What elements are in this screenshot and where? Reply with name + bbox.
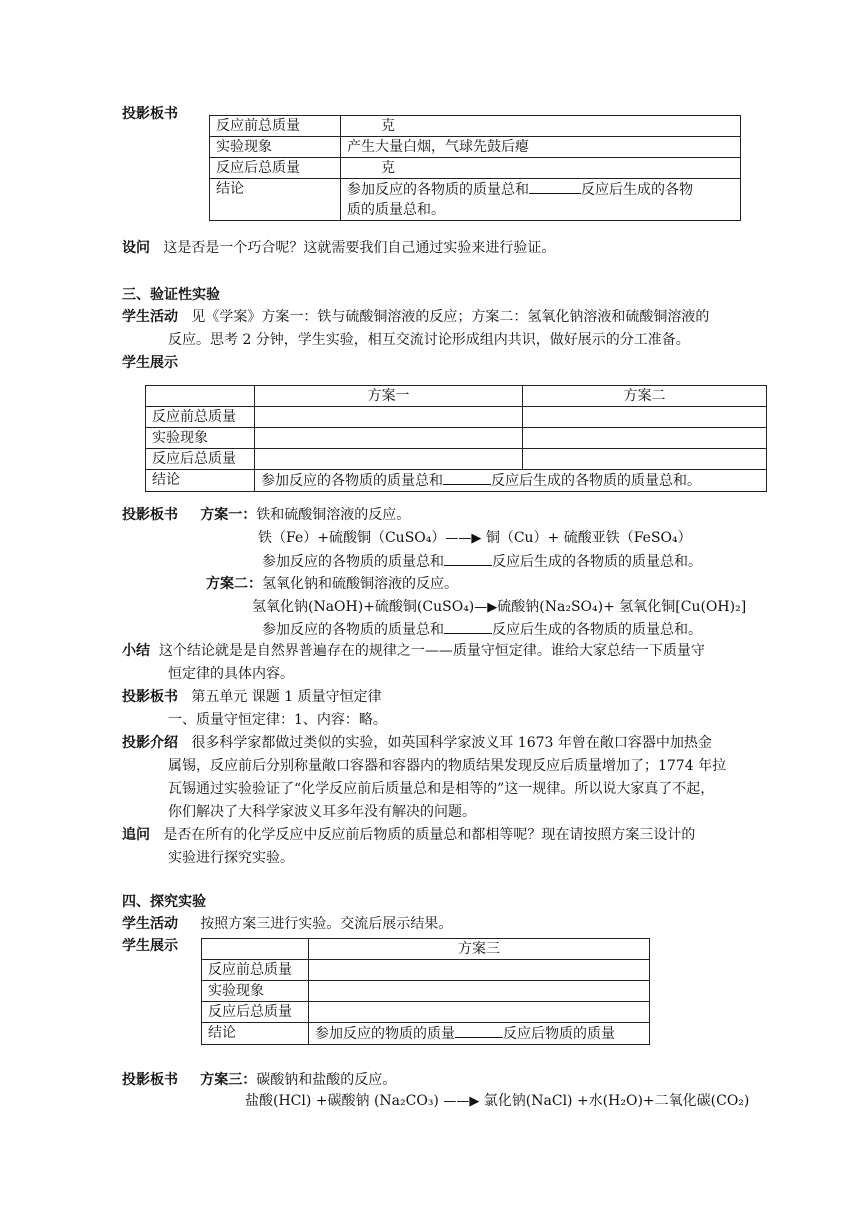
table-cell [202,939,309,960]
followup-paragraph [122,825,695,845]
arrow-icon: —▶ [474,600,498,615]
text: 氢氧化钠和硫酸铜溶液的反应。 [262,576,458,592]
arrow-icon: ——▶ [443,1094,480,1109]
summary-label: 小结 [122,643,150,659]
table-cell: 实验现象 [146,428,255,449]
show-table-1 [145,385,767,492]
table-cell [341,179,741,221]
table-cell [523,407,767,428]
text: 瓦锡通过实验验证了“化学反应前后质量总和是相等的”这一规律。所以说大家真了不起， [168,781,715,797]
table-cell: 产生大量白烟，气球先鼓后瘪 [341,137,741,158]
table-cell [309,1023,650,1045]
text: 属锡，反应前后分别称量敞口容器和容器内的物质结果发现反应后质量增加了；1774 年拉 [168,758,727,774]
table-cell: 结论 [146,470,255,492]
table-cell: 反应后总质量 [210,158,341,179]
board-label: 投影板书 [122,507,178,523]
text: 你们解决了大科学家波义耳多年没有解决的问题。 [168,804,476,820]
text: 一、质量守恒定律：1、内容：略。 [168,712,387,728]
ask-label: 设问 [122,240,150,256]
summary-table-1 [209,115,741,221]
table-cell: 反应后总质量 [202,1002,309,1023]
table-header: 方案二 [523,386,767,407]
text: 参加反应的各物质的质量总和 [261,473,443,489]
ask-paragraph [122,238,555,258]
plan-paragraph [206,574,458,594]
text: 氯化钠(NaCl) +水(H₂O)+二氧化碳(CO₂) [483,1093,750,1109]
board-paragraph [122,687,382,707]
fill-blank [443,470,491,485]
text: 硫酸钠(Na₂SO₄)+ 氢氧化铜[Cu(OH)₂] [497,599,747,615]
section-title: 四、探究实验 [122,894,206,910]
table-cell: 结论 [210,179,341,221]
equation-2 [252,597,746,618]
text: 铁和硫酸铜溶液的反应。 [256,507,411,523]
section-title: 三、验证性实验 [122,287,220,303]
table-cell [146,386,255,407]
table-cell [309,1002,650,1023]
show-label: 学生展示 [122,355,178,371]
table-cell [255,449,523,470]
intro-label: 投影介绍 [122,735,178,751]
board-paragraph [122,1070,396,1090]
text: 实验进行探究实验。 [168,850,294,866]
text: 这个结论就是是自然界普遍存在的规律之一——质量守恒定律。谁给大家总结一下质量守 [158,643,705,659]
text: 很多科学家都做过类似的实验，如英国科学家波义耳 1673 年曾在敞口容器中加热金 [191,735,712,751]
fill-blank [444,619,492,634]
arrow-icon: ——▶ [445,531,482,546]
equation-3 [245,1091,749,1112]
text: 质的质量总和。 [347,202,445,218]
table-cell: 反应前总质量 [210,116,341,137]
table-cell: 实验现象 [210,137,341,158]
table-cell: 反应后总质量 [146,449,255,470]
fill-blank [529,179,581,194]
table-cell [309,960,650,981]
show-table-2 [201,938,650,1045]
text: 参加反应的各物质的质量总和 [347,182,529,198]
text: 见《学案》方案一：铁与硫酸铜溶液的反应；方案二：氢氧化钠溶液和硫酸铜溶液的 [191,309,710,325]
equation-1 [258,528,692,549]
text: 铁（Fe）+硫酸铜（CuSO₄） [258,530,446,546]
text: 反应后生成的各物质的质量总和。 [492,622,702,638]
table-cell: 实验现象 [202,981,309,1002]
text: 按照方案三进行实验。交流后展示结果。 [200,916,453,932]
text: 参加反应的各物质的质量总和 [262,622,444,638]
followup-label: 追问 [122,827,150,843]
text: 恒定律的具体内容。 [168,666,294,682]
text: 反应。思考 2 分钟，学生实验，相互交流讨论形成组内共识，做好展示的分工准备。 [168,332,690,348]
text: 反应后物质的质量 [503,1026,615,1042]
fill-blank [444,551,492,566]
table-cell [523,428,767,449]
text: 铜（Cu）+ 硫酸亚铁（FeSO₄） [485,530,692,546]
activity-paragraph [122,307,709,327]
text: 碳酸钠和盐酸的反应。 [256,1072,397,1088]
board-label: 投影板书 [122,1072,178,1088]
text: 反应后生成的各物质的质量总和。 [492,554,702,570]
table-cell [255,470,767,492]
plan-title: 方案二： [206,576,262,592]
fill-blank [455,1023,503,1038]
text: 第五单元 课题 1 质量守恒定律 [191,689,382,705]
show-label: 学生展示 [122,938,178,954]
table-header: 方案一 [255,386,523,407]
ask-text: 这是否是一个巧合呢？这就需要我们自己通过实验来进行验证。 [163,240,556,256]
board-label: 投影板书 [122,106,178,122]
plan-title: 方案一： [200,507,257,523]
activity-label: 学生活动 [122,309,178,325]
activity-label: 学生活动 [122,916,178,932]
text: 参加反应的各物质的质量总和 [262,554,444,570]
board-paragraph [122,505,410,525]
table-cell [255,407,523,428]
summary-paragraph [122,641,705,661]
intro-paragraph [122,733,712,753]
board-label: 投影板书 [122,689,178,705]
plan-title: 方案三： [200,1072,257,1088]
table-cell: 结论 [202,1023,309,1045]
text: 是否在所有的化学反应中反应前后物质的质量总和都相等呢？现在请按照方案三设计的 [163,827,696,843]
text: 盐酸(HCl) +碳酸钠 (Na₂CO₃) [245,1093,439,1109]
conclusion-line [262,551,702,572]
table-cell: 反应前总质量 [146,407,255,428]
table-cell: 克 [341,158,741,179]
text: 参加反应的物质的质量 [315,1026,455,1042]
text: 氢氧化钠(NaOH)+硫酸铜(CuSO₄) [252,599,475,615]
conclusion-line [262,619,702,640]
table-cell [523,449,767,470]
table-cell [309,981,650,1002]
text: 反应后生成的各物质的质量总和。 [491,473,701,489]
table-cell [255,428,523,449]
text: 反应后生成的各物 [581,182,693,198]
table-header: 方案三 [309,939,650,960]
activity-paragraph [122,914,452,934]
table-cell: 克 [341,116,741,137]
table-cell: 反应前总质量 [202,960,309,981]
